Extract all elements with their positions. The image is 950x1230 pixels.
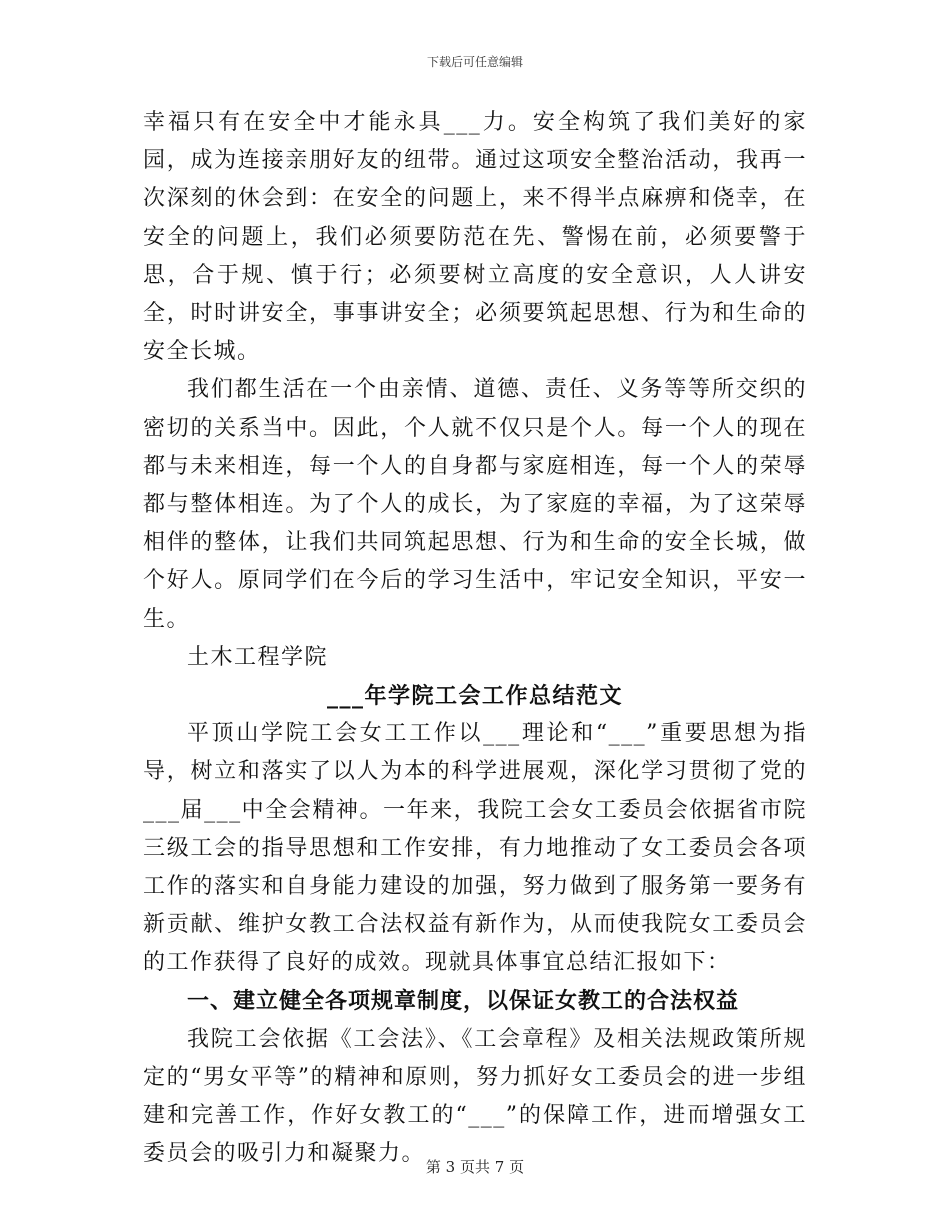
paragraph-union-rules: 我院工会依据《工会法》、《工会章程》及相关法规政策所规定的“男女平等”的精神和原则，努力抓好女工委员会的进一步组建和完善工作，作好女教工的“___”的保障工作，进而增强女工委员会的吸引力和凝聚力。 bbox=[143, 1026, 807, 1167]
section-heading-1: 一、建立健全各项规章制度，以保证女教工的合法权益 bbox=[187, 988, 740, 1014]
document-body bbox=[143, 104, 807, 1174]
document-title: ___年学院工会工作总结范文 bbox=[326, 683, 623, 710]
paragraph-union-intro: 平顶山学院工会女工工作以___理论和“___”重要思想为指导，树立和落实了以人为本的科学进展观，深化学习贯彻了党的___届___中全会精神。一年来，我院工会女工委员会依据省市院三级工会的指导思想和工作安排，有力地推动了女工委员会各项工作的落实和自身能力建设的加强，努力做到了服务第一要务有新贡献、维护女教工合法权益有新作为，从而使我院女工委员会的工作获得了良好的成效。现就具体事宜总结汇报如下： bbox=[143, 721, 807, 976]
signature-line: 土木工程学院 bbox=[187, 644, 329, 670]
paragraph-safety-life: 我们都生活在一个由亲情、道德、责任、义务等等所交织的密切的关系当中。因此，个人就不仅只是个人。每一个人的现在都与未来相连，每一个人的自身都与家庭相连，每一个人的荣辱都与整体相连。为了个人的成长，为了家庭的幸福，为了这荣辱相伴的整体，让我们共同筑起思想、行为和生命的安全长城，做个好人。原同学们在今后的学习生活中，牢记安全知识，平安一生。 bbox=[143, 377, 807, 632]
paragraph-safety-happiness: 幸福只有在安全中才能永具___力。安全构筑了我们美好的家园，成为连接亲朋好友的纽带。通过这项安全整治活动，我再一次深刻的休会到：在安全的问题上，来不得半点麻痹和侥幸，在安全的问题上，我们必须要防范在先、警惕在前，必须要警于思，合于规、慎于行；必须要树立高度的安全意识，人人讲安全，时时讲安全，事事讲安全；必须要筑起思想、行为和生命的安全长城。 bbox=[143, 110, 807, 365]
page-footer: 第 3 页共 7 页 bbox=[425, 1158, 525, 1176]
page-header: 下载后可任意编辑 bbox=[426, 55, 523, 69]
